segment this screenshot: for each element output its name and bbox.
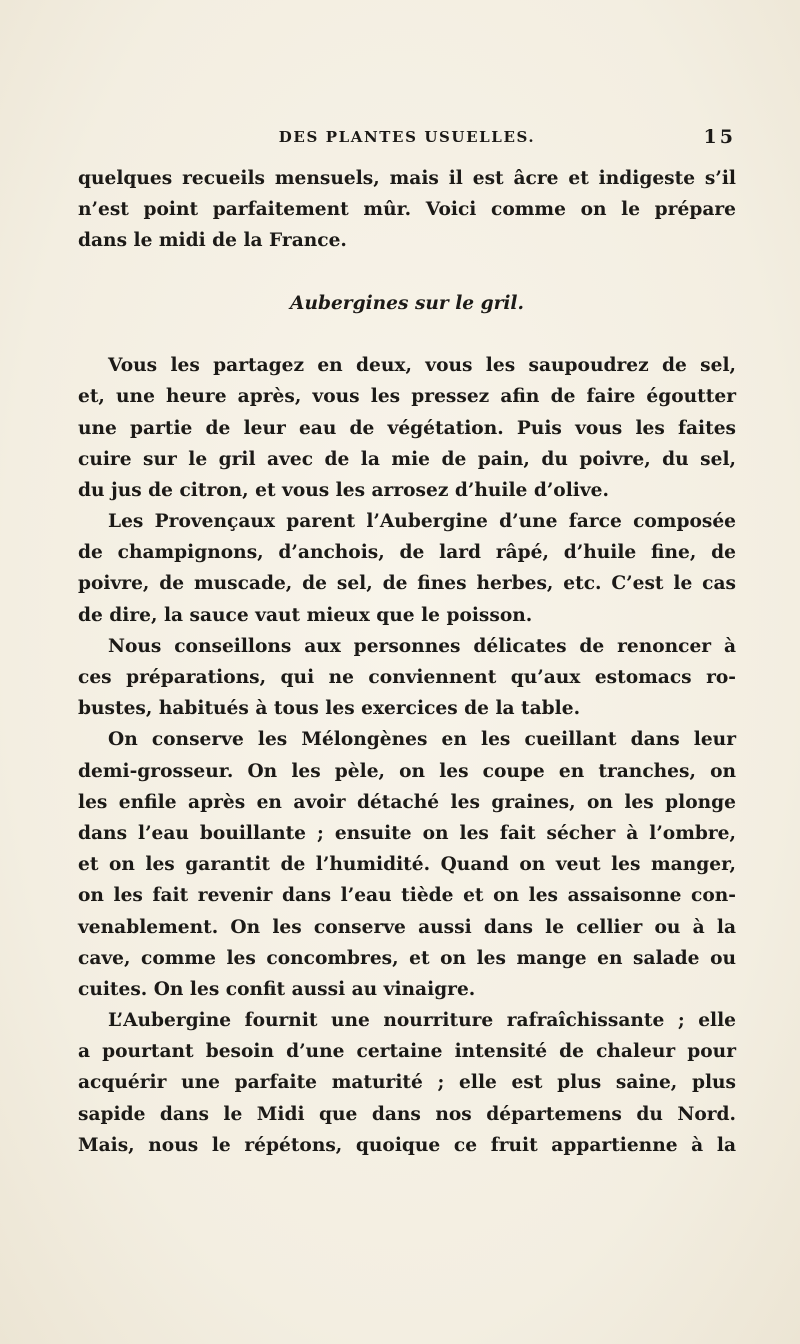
paragraph-1 <box>78 163 736 257</box>
text-line: bustes, habitués à tous les exercices de la table. <box>78 698 581 720</box>
text-line: cuire sur le gril avec de la mie de pain, du poivre, du sel, <box>78 448 736 470</box>
recipe-subheading: Aubergines sur le gril. <box>290 292 524 314</box>
text-line: demi-grosseur. On les pèle, on les coupe en tranches, on <box>78 760 736 782</box>
text-line: Mais, nous le répétons, quoique ce fruit appartienne à la <box>78 1134 736 1156</box>
spacer <box>78 257 736 288</box>
text-line: n’est point parfaitement mûr. Voici comme on le prépare <box>78 199 736 221</box>
paragraph-4 <box>78 631 736 725</box>
text-line: sapide dans le Midi que dans nos départemens du Nord. <box>78 1103 736 1125</box>
text-line: de dire, la sauce vaut mieux que le poisson. <box>78 604 533 626</box>
text-line: venablement. On les conserve aussi dans le cellier ou à la <box>78 916 736 938</box>
paragraph-2 <box>78 350 736 506</box>
text-line: acquérir une parfaite maturité ; elle est plus saine, plus <box>78 1072 736 1094</box>
text-line: ces préparations, qui ne conviennent qu’aux estomacs ro- <box>78 667 736 688</box>
text-line: et, une heure après, vous les pressez afin de faire égoutter <box>78 386 736 408</box>
text-line: dans l’eau bouillante ; ensuite on les fait sécher à l’ombre, <box>78 822 736 844</box>
text-line: une partie de leur eau de végétation. Puis vous les faites <box>78 417 736 439</box>
text-line: cuites. On les confit aussi au vinaigre. <box>78 978 476 1000</box>
page-number: 15 <box>703 126 736 148</box>
text-line: Vous les partagez en deux, vous les saupoudrez de sel, <box>108 355 736 377</box>
page-header <box>78 128 736 152</box>
text-line: quelques recueils mensuels, mais il est âcre et indigeste s’il <box>78 168 736 189</box>
paragraph-5 <box>78 724 736 1005</box>
text-line: L’Aubergine fournit une nourriture rafraîchissante ; elle <box>108 1010 736 1032</box>
text-line: Les Provençaux parent l’Aubergine d’une farce composée <box>108 511 736 533</box>
text-line: on les fait revenir dans l’eau tiède et on les assaisonne con- <box>78 885 736 907</box>
body-text <box>78 163 736 1161</box>
text-line: les enfile après en avoir détaché les graines, on les plonge <box>78 791 736 813</box>
text-line: poivre, de muscade, de sel, de fines herbes, etc. C’est le cas <box>78 573 736 595</box>
text-line: du jus de citron, et vous les arrosez d’huile d’olive. <box>78 479 609 501</box>
text-line: a pourtant besoin d’une certaine intensité de chaleur pour <box>78 1041 736 1063</box>
text-line: dans le midi de la France. <box>78 230 347 252</box>
text-line: de champignons, d’anchois, de lard râpé, d’huile fine, de <box>78 542 736 564</box>
spacer <box>78 319 736 350</box>
text-line: Nous conseillons aux personnes délicates de renoncer à <box>108 635 736 657</box>
text-line: et on les garantit de l’humidité. Quand on veut les manger, <box>78 854 736 876</box>
paragraph-3 <box>78 506 736 631</box>
text-line: On conserve les Mélongènes en les cueillant dans leur <box>108 729 736 751</box>
paragraph-6 <box>78 1005 736 1161</box>
running-title: DES PLANTES USUELLES. <box>278 128 536 146</box>
text-line: cave, comme les concombres, et on les mange en salade ou <box>78 947 736 969</box>
